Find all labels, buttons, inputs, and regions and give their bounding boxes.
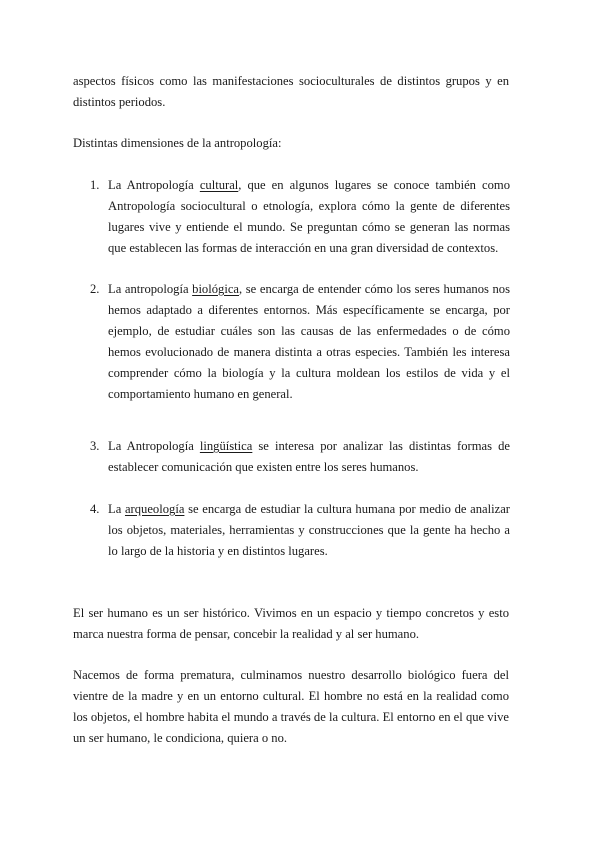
list-item-text: La Antropología lingüística se interesa por analizar las distintas formas de establecer comunicación que existen entre los seres humanos.: [108, 439, 510, 474]
list-item: [90, 279, 510, 405]
list-item-text: La arqueología se encarga de estudiar la cultura humana por medio de analizar los objetos, materiales, herramientas y construcciones que la gente ha hecho a lo largo de la historia y en distintos lugares.: [108, 502, 510, 558]
term-linguistica: lingüística: [199, 439, 253, 453]
term-biologica: biológica: [192, 282, 240, 296]
list-number: 2.: [90, 282, 100, 296]
intro-paragraph: aspectos físicos como las manifestaciones socioculturales de distintos grupos y en distintos periodos.: [73, 74, 509, 109]
list-item-text: La Antropología cultural, que en algunos lugares se conoce también como Antropología sociocultural o etnología, explora cómo la gente de diferentes lugares vive y entiende el mundo. Se preguntan cómo se generan las normas que establecen las formas de interacción en una gran diversidad de contextos.: [108, 178, 510, 255]
list-item-text: La antropología biológica, se encarga de entender cómo los seres humanos nos hemos adaptado a diferentes entornos. Más específicamente se encarga, por ejemplo, de estudiar cuáles son las causas de las enfermedades o de cómo hemos evolucionado de manera distinta a otras especies. También les interesa comprender cómo la biología y la cultura moldean los estilos de vida y el comportamiento humano en general.: [108, 282, 511, 401]
list-number: 1.: [90, 178, 100, 192]
list-number: 3.: [90, 439, 100, 453]
term-cultural: cultural: [199, 178, 239, 192]
list-item: [90, 499, 510, 562]
list-item: [90, 175, 510, 259]
paragraph-historico: El ser humano es un ser histórico. Vivimos en un espacio y tiempo concretos y esto marca nuestra forma de pensar, concebir la realidad y al ser humano.: [73, 606, 509, 641]
paragraph-nacemos: Nacemos de forma prematura, culminamos nuestro desarrollo biológico fuera del vientre de la madre y en un entorno cultural. El hombre no está en la realidad como los objetos, el hombre habita el mundo a través de la cultura. El entorno en el que vive un ser humano, le condiciona, quiera o no.: [73, 668, 509, 745]
list-item: [90, 436, 510, 478]
section-heading: Distintas dimensiones de la antropología:: [73, 136, 282, 150]
term-arqueologia: arqueología: [124, 502, 185, 516]
list-number: 4.: [90, 502, 100, 516]
